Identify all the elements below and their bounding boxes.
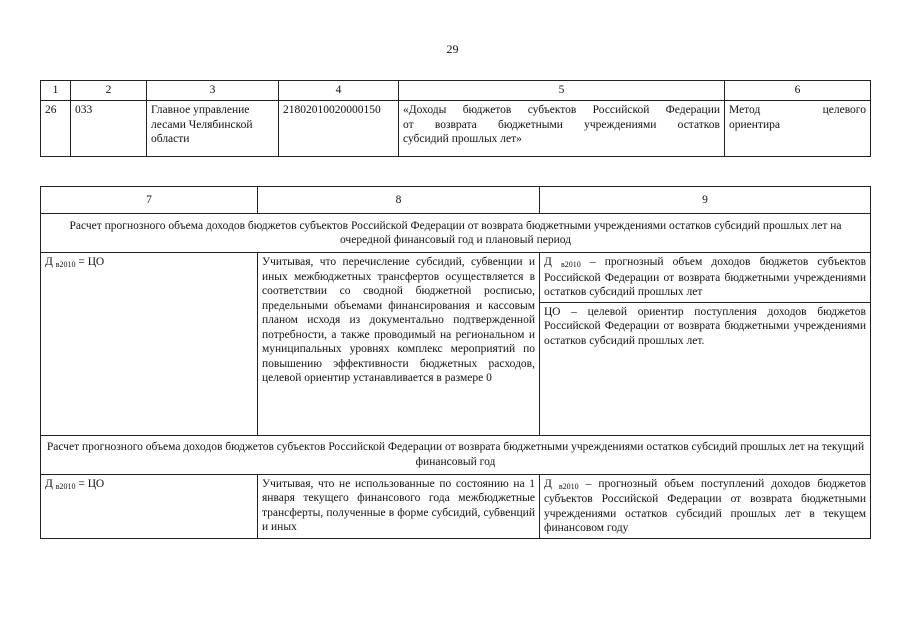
- definition-cell: [540, 253, 871, 303]
- formula-suffix: = ЦО: [78, 256, 105, 268]
- org-line-3: области: [151, 133, 190, 145]
- formula-subscript: в2010: [55, 260, 76, 269]
- table-top-header-row: [41, 81, 871, 101]
- formula-cell: [41, 474, 258, 538]
- table-top: [40, 80, 871, 157]
- section-title-forecast: Расчет прогнозного объема доходов бюджетов субъектов Российской Федерации от возврата бюджетными учреждениями остатков субсидий прошлых лет на очередной финансовый год и плановый период: [41, 214, 871, 253]
- header-col-6: 6: [725, 81, 871, 101]
- table-row: [41, 101, 871, 157]
- row-kbk: 21802010020000150: [279, 101, 399, 157]
- org-line-1: Главное управление: [151, 104, 250, 116]
- table-row: [41, 253, 871, 303]
- row-income-name: [399, 101, 725, 157]
- definition-cell: [540, 474, 871, 538]
- header-col-5: 5: [399, 81, 725, 101]
- header-col-2: 2: [71, 81, 147, 101]
- name-line-2: от возврата бюджетными учреждениями остатков: [403, 118, 720, 131]
- method-line-1: Метод целевого: [729, 104, 866, 116]
- section-row-forecast: [41, 214, 871, 253]
- header-col-8: 8: [258, 187, 540, 214]
- formula-suffix: = ЦО: [78, 477, 105, 490]
- row-code: 033: [71, 101, 147, 157]
- header-col-3: 3: [147, 81, 279, 101]
- formula-prefix: Д: [45, 477, 53, 490]
- def-text: – прогнозный объем доходов бюджетов субъектов Российской Федерации от возврата бюджетными учреждениями остатков субсидий прошлых лет: [544, 256, 867, 298]
- header-col-4: 4: [279, 81, 399, 101]
- section-row-current: [41, 435, 871, 474]
- formula-subscript: в2010: [55, 481, 76, 491]
- formula-prefix: Д: [45, 256, 53, 268]
- formula-cell: [41, 253, 258, 436]
- row-method: [725, 101, 871, 157]
- def-text: – прогнозный объем поступлений доходов бюджетов субъектов Российской Федерации от возврата бюджетными учреждениями остатков субсидий прошлых лет в текущем финансовом году: [544, 477, 866, 534]
- explanation-cell: Учитывая, что перечисление субсидий, субвенции и иных межбюджетных трансфертов осуществляется в соответствии со сводной бюджетной росписью, предельными объемами финансирования и кассовым планом исходя из документально подтвержденной потребности, а также проводимый на региональном и муниципальных уровнях комплекс мероприятий по повышению эффективности бюджетных расходов, целевой ориентир устанавливается в размере 0: [258, 253, 540, 436]
- table-main: [40, 186, 871, 539]
- def-prefix: Д: [544, 256, 552, 268]
- def-subscript: в2010: [560, 260, 581, 269]
- row-number: 26: [41, 101, 71, 157]
- header-col-7: 7: [41, 187, 258, 214]
- explanation-cell: Учитывая, что не использованные по состоянию на 1 января текущего финансового года межбюджетные трансферты, полученные в форме субсидий, субвенций и иных: [258, 474, 540, 538]
- def-subscript: в2010: [558, 481, 579, 491]
- name-line-1: «Доходы бюджетов субъектов Российской Федерации: [403, 104, 720, 116]
- header-col-1: 1: [41, 81, 71, 101]
- section-title-current: Расчет прогнозного объема доходов бюджетов субъектов Российской Федерации от возврата бюджетными учреждениями остатков субсидий прошлых лет на текущий финансовый год: [41, 435, 871, 474]
- page-number: 29: [446, 42, 459, 56]
- table-main-header-row: [41, 187, 871, 214]
- method-line-2: ориентира: [729, 118, 780, 131]
- def-prefix: Д: [544, 477, 552, 490]
- header-col-9: 9: [540, 187, 871, 214]
- name-line-3: субсидий прошлых лет»: [403, 133, 522, 145]
- row-organization: [147, 101, 279, 157]
- table-row: [41, 474, 871, 538]
- org-line-2: лесами Челябинской: [151, 118, 253, 131]
- definition-cell-co: ЦО – целевой ориентир поступления доходов бюджетов Российской Федерации от возврата бюджетными учреждениями остатков субсидий прошлых лет.: [540, 302, 871, 435]
